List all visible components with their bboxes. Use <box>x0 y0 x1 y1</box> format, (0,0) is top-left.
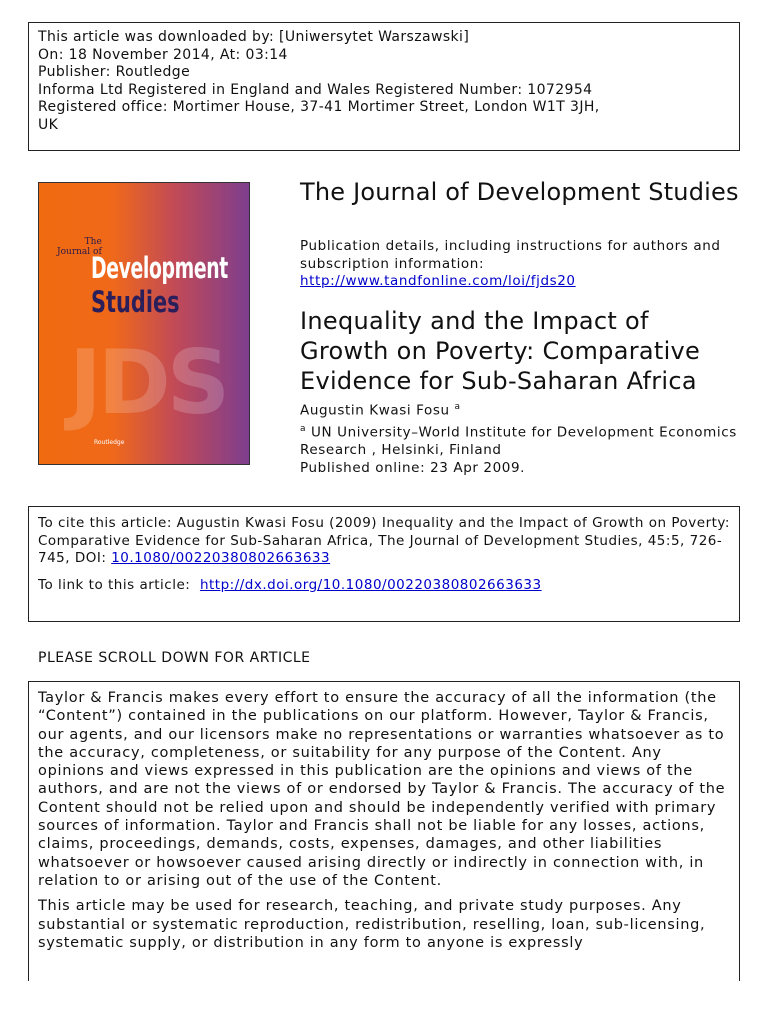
office-country-line: UK <box>38 116 59 133</box>
citation-box <box>28 506 740 622</box>
cover-studies: Studies <box>91 285 180 319</box>
office-line: Registered office: Mortimer House, 37-41 Mortimer Street, London W1T 3JH, <box>38 99 600 115</box>
published-date: Published online: 23 Apr 2009. <box>300 460 526 476</box>
doi-link[interactable]: 10.1080/00220380802663633 <box>111 550 331 566</box>
journal-title: The Journal of Development Studies <box>300 178 739 206</box>
journal-url-link[interactable]: http://www.tandfonline.com/loi/fjds20 <box>300 273 576 289</box>
publication-details <box>300 238 740 291</box>
disclaimer-paragraph-2: This article may be used for research, teaching, and private study purposes. Any substantial or systematic reproduction, redistribution, reselling, loan, sub-licensing, systematic supply, or distribution in any form to anyone is expressly <box>38 898 706 951</box>
author-superscript: a <box>454 402 461 412</box>
cover-development: Development <box>91 251 228 285</box>
article-url-link[interactable]: http://dx.doi.org/10.1080/00220380802663633 <box>199 576 542 593</box>
author-name: Augustin Kwasi Fosu <box>300 402 450 419</box>
affiliation-superscript: a <box>300 423 307 434</box>
article-title: Inequality and the Impact of Growth on Poverty: Comparative Evidence for Sub-Saharan Africa <box>300 307 701 395</box>
pub-details-text: Publication details, including instructions for authors and subscription information: <box>300 238 721 272</box>
journal-cover-image <box>38 182 250 465</box>
publisher-line: Publisher: Routledge <box>38 64 191 80</box>
disclaimer-box <box>28 681 740 981</box>
cover-the-journal-of: The Journal of <box>57 237 102 257</box>
download-line: This article was downloaded by: [Uniwersytet Warszawski] <box>38 29 470 45</box>
scroll-notice: PLEASE SCROLL DOWN FOR ARTICLE <box>38 650 311 666</box>
disclaimer-paragraph-1: Taylor & Francis makes every effort to ensure the accuracy of all the information (the “Content”) contained in the publications on our platform. However, Taylor & Francis, our agents, and our licensors make no representations or warranties whatsoever as to the accuracy, completeness, or suitability for any purpose of the Content. Any opinions and views expressed in this publication are the opinions and views of the authors, and are not the views of or endorsed by Taylor & Francis. The accuracy of the Content should not be relied upon and should be independently verified with primary sources of information. Taylor and Francis shall not be liable for any losses, actions, claims, proceedings, demands, costs, expenses, damages, and other liabilities whatsoever or howsoever caused arising directly or indirectly in connection with, in relation to or arising out of the use of the Content. <box>38 690 726 889</box>
author-block <box>300 398 740 477</box>
citation-text: To cite this article: Augustin Kwasi Fosu (2009) Inequality and the Impact of Growth on Poverty: Comparative Evidence for Sub-Saharan Africa, The Journal of Development Studies, 45:5, 726-745, DOI: <box>38 515 730 566</box>
cover-publisher-logo: Routledge <box>94 439 125 446</box>
download-info-box <box>28 22 740 151</box>
affiliation: UN University–World Institute for Development Economics Research , Helsinki, Finland <box>300 424 737 458</box>
date-line: On: 18 November 2014, At: 03:14 <box>38 46 288 63</box>
link-label: To link to this article: <box>38 576 191 593</box>
registration-line: Informa Ltd Registered in England and Wales Registered Number: 1072954 <box>38 81 593 98</box>
cover-watermark: JDS <box>69 331 227 434</box>
